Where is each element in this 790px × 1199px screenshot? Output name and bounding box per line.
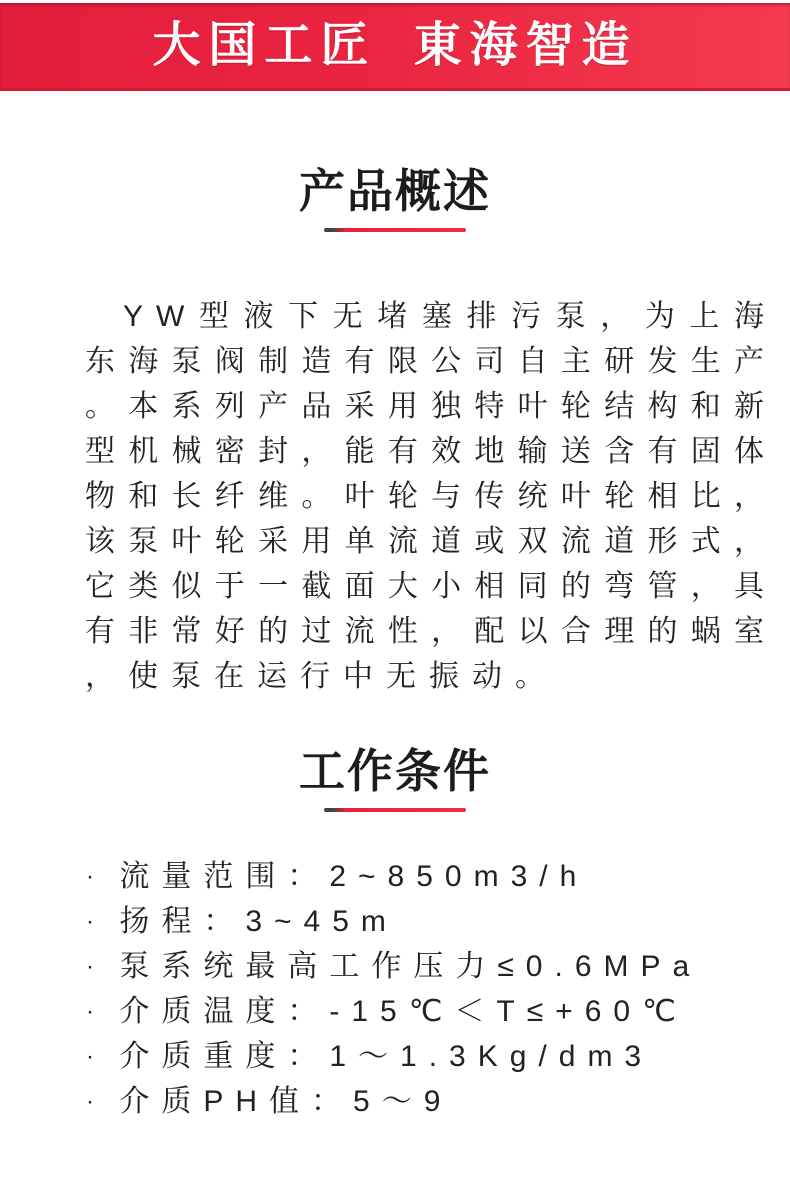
condition-medium-temperature: 介质温度：-15℃＜T≤+60℃ [119,995,688,1028]
condition-flow-range: 流量范围：2~850m3/h [119,860,589,893]
bullet-icon: · [86,953,94,980]
overview-paragraph: YW型液下无堵塞排污泵，为上海东海泵阀制造有限公司自主研发生产。本系列产品采用独特叶轮结构和新型机械密封，能有效地输送含有固体物和长纤维。叶轮与传统叶轮相比，该泵叶轮采用单流道或双流道形式，它类似于一截面大小相同的弯管，具有非常好的过流性，配以合理的蜗室，使泵在运行中无振动。 [85,300,777,693]
list-item [85,1079,777,1124]
bullet-icon: · [86,863,94,890]
section-title-conditions: 工作条件 [299,745,491,797]
list-item [85,989,777,1034]
list-item [85,899,777,944]
title-accent-divider [324,228,466,232]
bullet-icon: · [86,998,94,1025]
list-item [85,1034,777,1079]
condition-max-pressure: 泵系统最高工作压力≤0.6MPa [119,950,702,983]
title-accent-divider [324,808,466,812]
list-item [85,854,777,899]
bullet-icon: · [86,1043,94,1070]
condition-head: 扬程：3~45m [119,905,398,938]
brand-slogan: 大国工匠 東海智造 [152,18,638,72]
bullet-icon: · [86,1088,94,1115]
conditions-list [85,854,777,1124]
product-detail-page [0,3,790,1199]
list-item [85,944,777,989]
condition-medium-density: 介质重度：1～1.3Kg/dm3 [119,1040,654,1073]
bullet-icon: · [86,908,94,935]
section-title-overview: 产品概述 [299,165,491,217]
brand-banner [0,3,790,91]
condition-medium-ph: 介质PH值：5～9 [119,1085,453,1118]
